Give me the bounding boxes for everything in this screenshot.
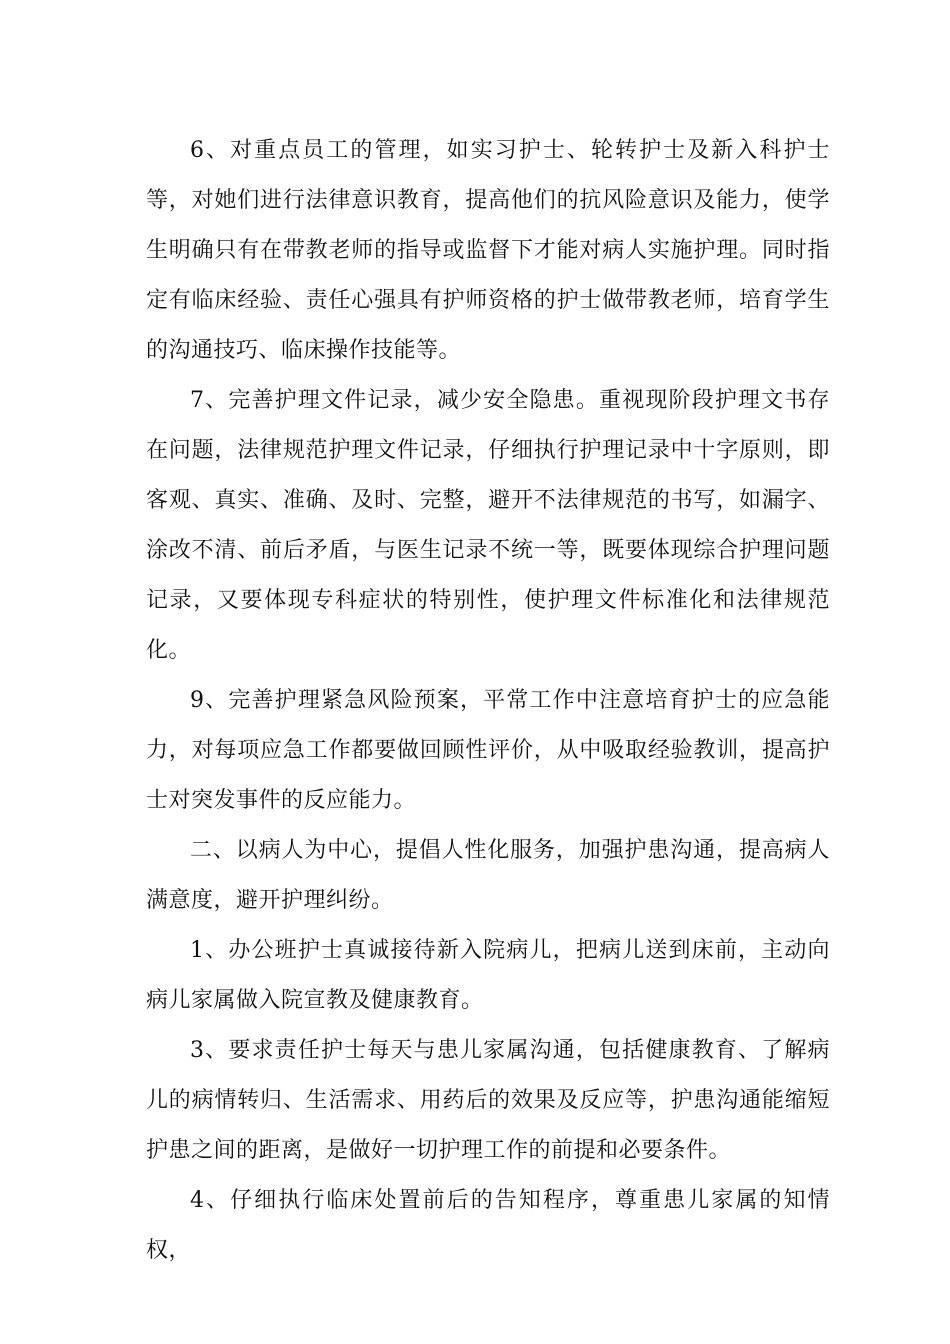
paragraph-item-3-communication: 3、要求责任护士每天与患儿家属沟通，包括健康教育、了解病儿的病情转归、生活需求、用药后的效果及反应等，护患沟通能缩短护患之间的距离，是做好一切护理工作的前提和必要条件。 [146,1038,830,1163]
paragraph-item-1-admission: 1、办公班护士真诚接待新入院病儿，把病儿送到床前，主动向病儿家属做入院宣教及健康教育。 [146,938,830,1013]
paragraph-item-4-informed-consent: 4、仔细执行临床处置前后的告知程序，尊重患儿家属的知情权， [146,1188,830,1263]
document-page [146,126,830,1276]
paragraph-item-6-management: 6、对重点员工的管理，如实习护士、轮转护士及新入科护士等，对她们进行法律意识教育，提高他们的抗风险意识及能力，使学生明确只有在带教老师的指导或监督下才能对病人实施护理。同时指定有临床经验、责任心强具有护师资格的护士做带教老师，培育学生的沟通技巧、临床操作技能等。 [146,138,830,363]
paragraph-item-7-records: 7、完善护理文件记录，减少安全隐患。重视现阶段护理文书存在问题，法律规范护理文件记录，仔细执行护理记录中十字原则，即客观、真实、准确、及时、完整，避开不法律规范的书写，如漏字、涂改不清、前后矛盾，与医生记录不统一等，既要体现综合护理问题记录，又要体现专科症状的特别性，使护理文件标准化和法律规范化。 [146,388,830,663]
section-heading-two: 二、以病人为中心，提倡人性化服务，加强护患沟通，提高病人满意度，避开护理纠纷。 [146,838,830,913]
paragraph-item-9-emergency: 9、完善护理紧急风险预案，平常工作中注意培育护士的应急能力，对每项应急工作都要做回顾性评价，从中吸取经验教训，提高护士对突发事件的反应能力。 [146,688,830,813]
